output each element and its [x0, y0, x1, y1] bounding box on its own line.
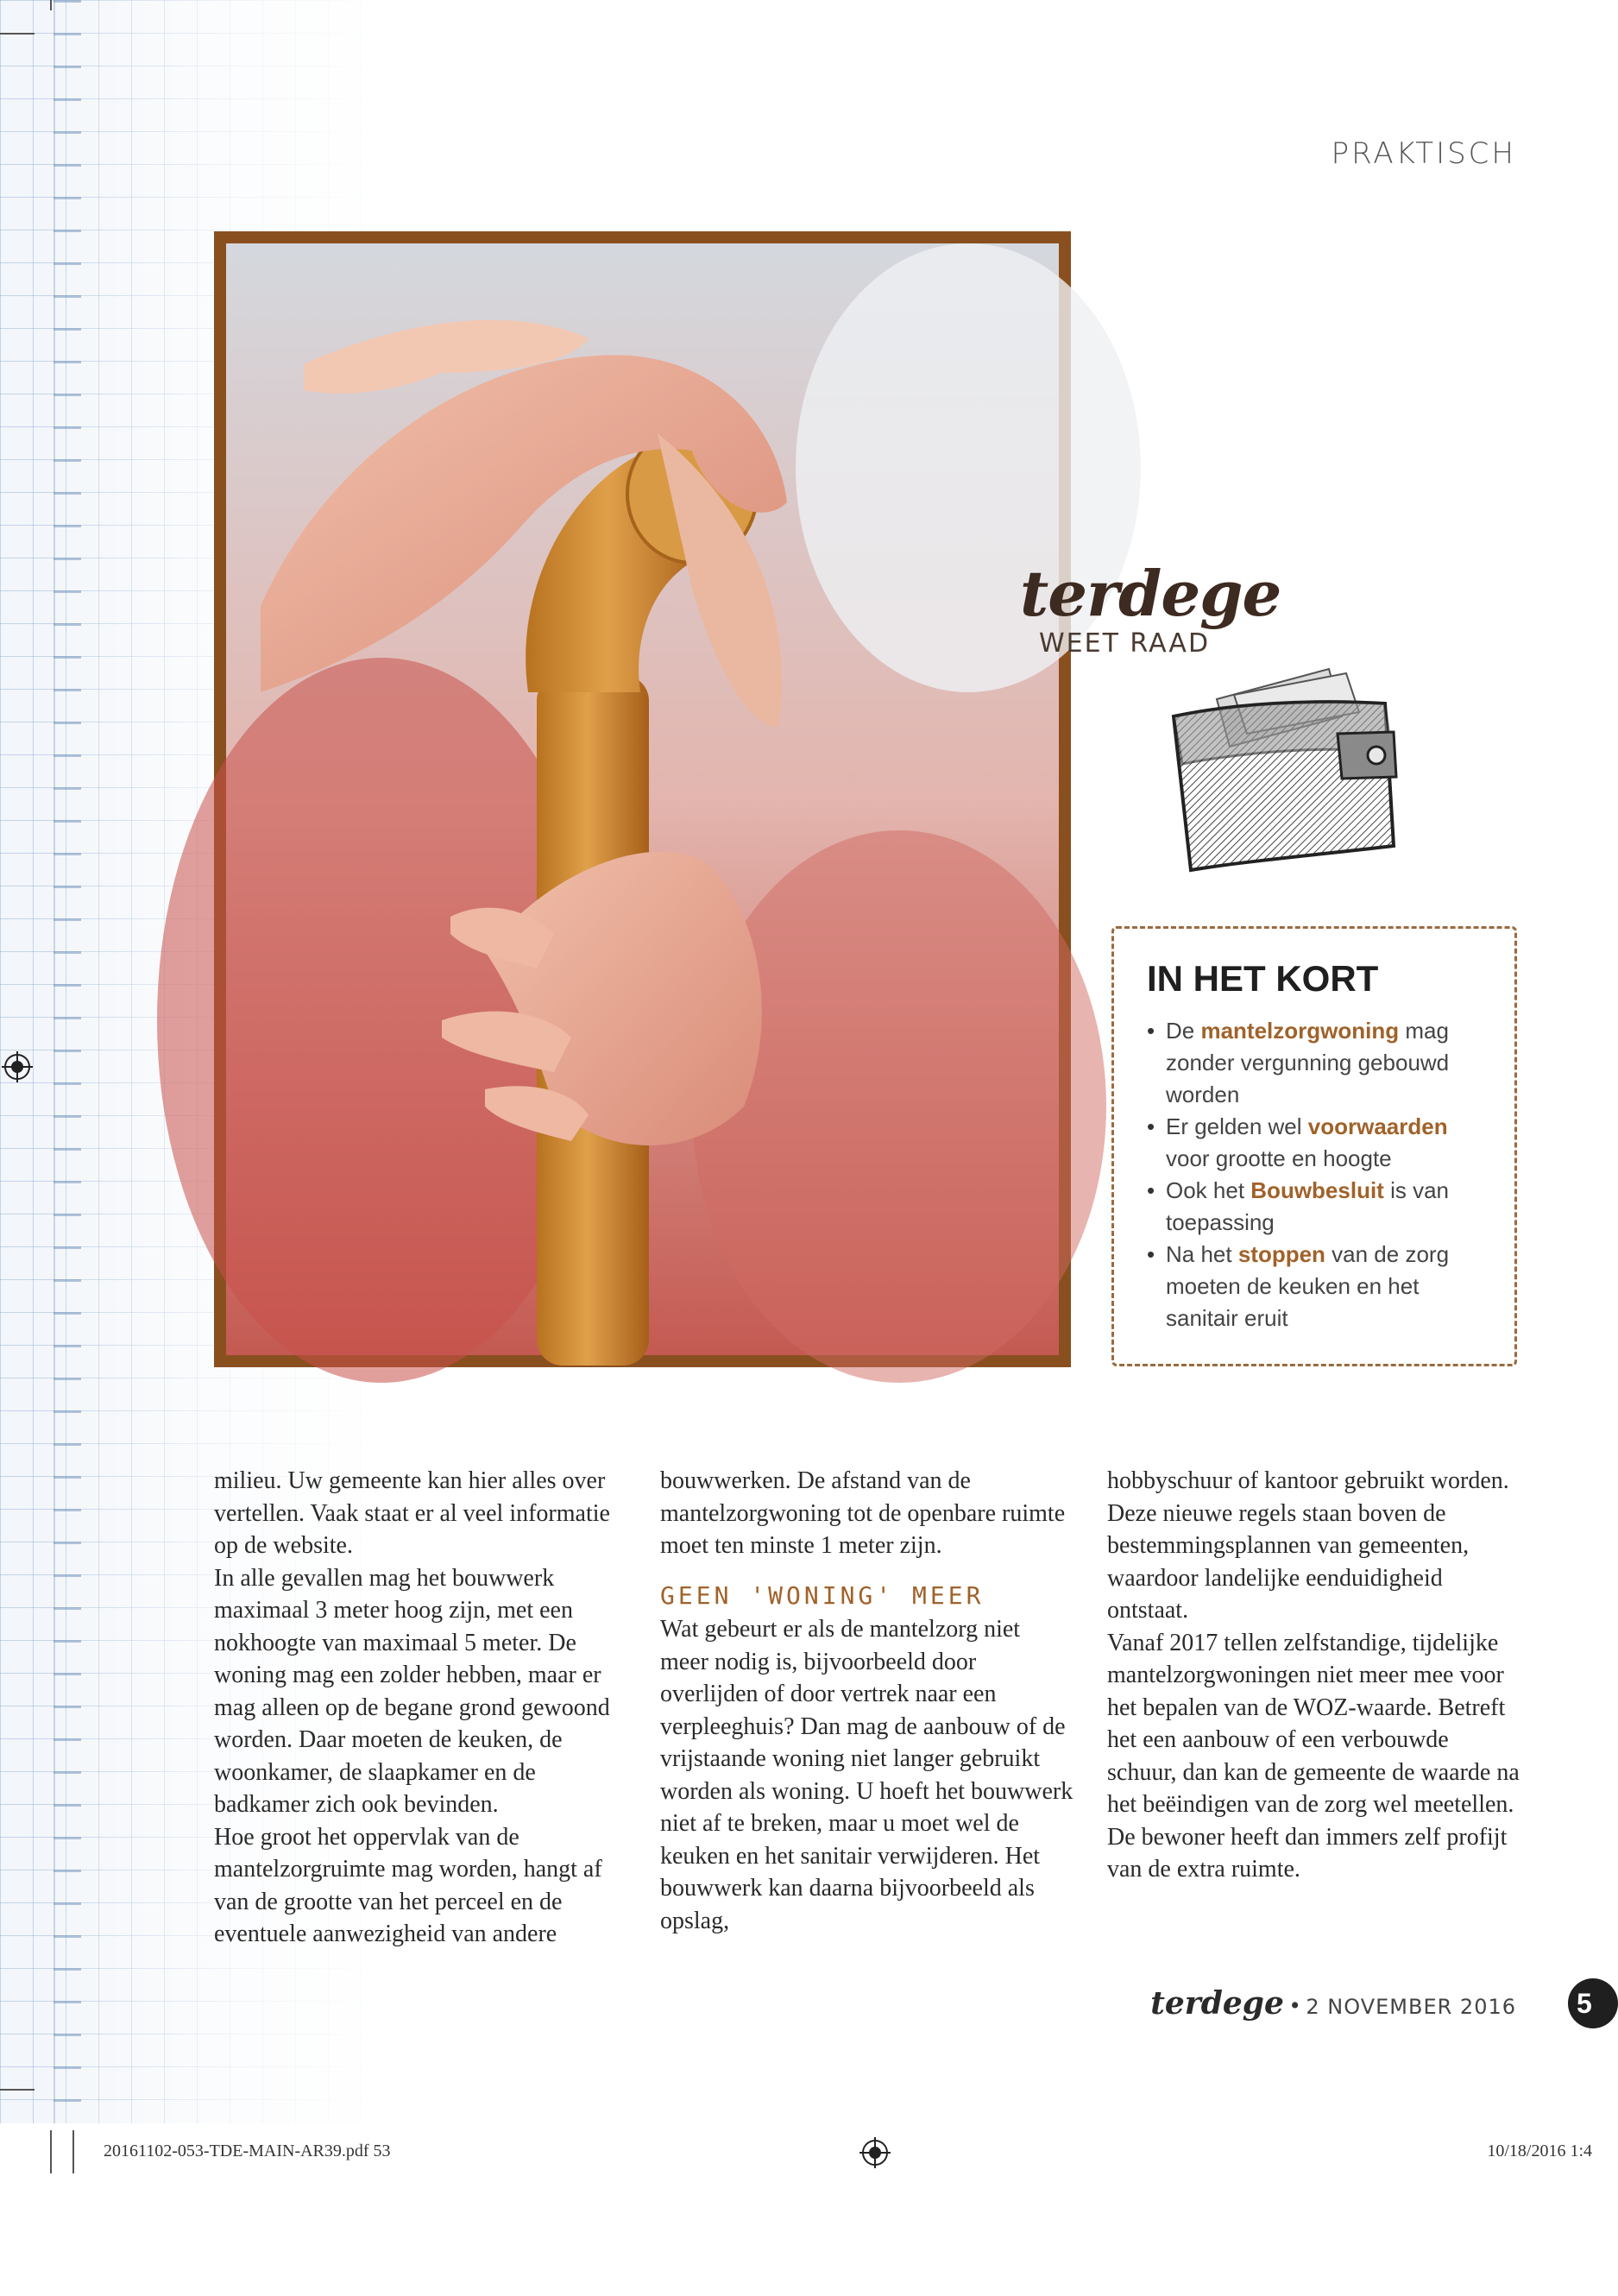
article-column-1 — [214, 1465, 628, 1951]
summary-item: • Er gelden wel voorwaarden voor grootte en hoogte — [1147, 1111, 1489, 1175]
article-paragraph: Wat gebeurt er als de mantelzorg niet meer nodig is, bijvoorbeeld door overlijden of door vertrek naar een verpleeghuis? Dan mag de aanbouw of de vrijstaande woning niet langer gebruikt worden als woning. U hoeft het bouwwerk niet af te breken, maar u moet wel de keuken en het sanitair verwijderen. Het bouwwerk kan daarna bijvoorbeeld als opslag, — [660, 1616, 1073, 1934]
registration-mark-icon — [859, 2137, 891, 2168]
crop-mark — [0, 2089, 35, 2091]
brand-subtitle: WEET RAAD — [1039, 628, 1211, 659]
section-label: PRAKTISCH — [1331, 136, 1516, 171]
brand-logo — [1020, 557, 1281, 659]
article-paragraph: In alle gevallen mag het bouwwerk maximaal 3 meter hoog zijn, met een nokhoogte van maximaal 5 meter. De woning mag een zolder hebben, maar er mag alleen op de begane grond gewoond worden. Daar moeten de keuken, de woonkamer, de slaapkamer en de badkamer zich ook bevinden. — [214, 1564, 610, 1818]
footer-brand — [1150, 1985, 1516, 2022]
article-column-3 — [1107, 1465, 1521, 1886]
summary-item: • De mantelzorgwoning mag zonder vergunning gebouwd worden — [1147, 1015, 1489, 1111]
summary-item: • Ook het Bouwbesluit is van toepassing — [1147, 1175, 1489, 1239]
crop-mark — [50, 2130, 52, 2173]
print-slug-date: 10/18/2016 1:4 — [1487, 2141, 1592, 2160]
registration-mark-icon — [2, 1051, 33, 1082]
summary-box — [1111, 926, 1517, 1366]
crop-mark — [0, 33, 35, 35]
article-paragraph: Vanaf 2017 tellen zelfstandige, tijdelijke mantelzorgwoningen niet meer mee voor het bepalen van de WOZ-waarde. Betreft het een aanbouw of een verbouwde schuur, dan kan de gemeente de waarde na het beëindigen van de zorg wel meetellen. De bewoner heeft dan immers zelf profijt van de extra ruimte. — [1107, 1629, 1520, 1883]
article-paragraph: hobbyschuur of kantoor gebruikt worden. Deze nieuwe regels staan boven de bestemmingsplannen van gemeenten, waardoor landelijke eenduidigheid ontstaat. — [1107, 1467, 1509, 1624]
article-column-2 — [660, 1465, 1074, 1937]
brand-name: terdege — [1020, 557, 1281, 630]
hands-on-cane-illustration — [226, 243, 1059, 1355]
notebook-spiral — [54, 0, 81, 2123]
article-paragraph: milieu. Uw gemeente kan hier alles over vertellen. Vaak staat er al veel informatie op de website. — [214, 1467, 610, 1559]
issue-date: 2 NOVEMBER 2016 — [1306, 1995, 1516, 2019]
page-number-tab: 5 — [1568, 1978, 1618, 2028]
summary-title: IN HET KORT — [1147, 958, 1379, 999]
summary-item: • Na het stoppen van de zorg moeten de keuken en het sanitair eruit — [1147, 1239, 1489, 1334]
crop-mark — [50, 0, 52, 10]
article-paragraph: bouwwerken. De afstand van de mantelzorgwoning tot de openbare ruimte moet ten minste 1 meter zijn. — [660, 1467, 1066, 1559]
print-slug-file: 20161102-053-TDE-MAIN-AR39.pdf 53 — [104, 2141, 391, 2160]
wallet-illustration — [1165, 665, 1407, 880]
footer-separator: • — [1290, 1991, 1300, 2020]
crop-mark — [72, 2130, 74, 2173]
footer-brand-name: terdege — [1150, 1985, 1284, 2022]
summary-list — [1147, 1015, 1489, 1334]
article-paragraph: Hoe groot het oppervlak van de mantelzorgruimte mag worden, hangt af van de grootte van het perceel en de eventuele aanwezigheid van andere — [214, 1823, 602, 1947]
article-subheading: GEEN 'WONING' MEER — [660, 1580, 985, 1610]
